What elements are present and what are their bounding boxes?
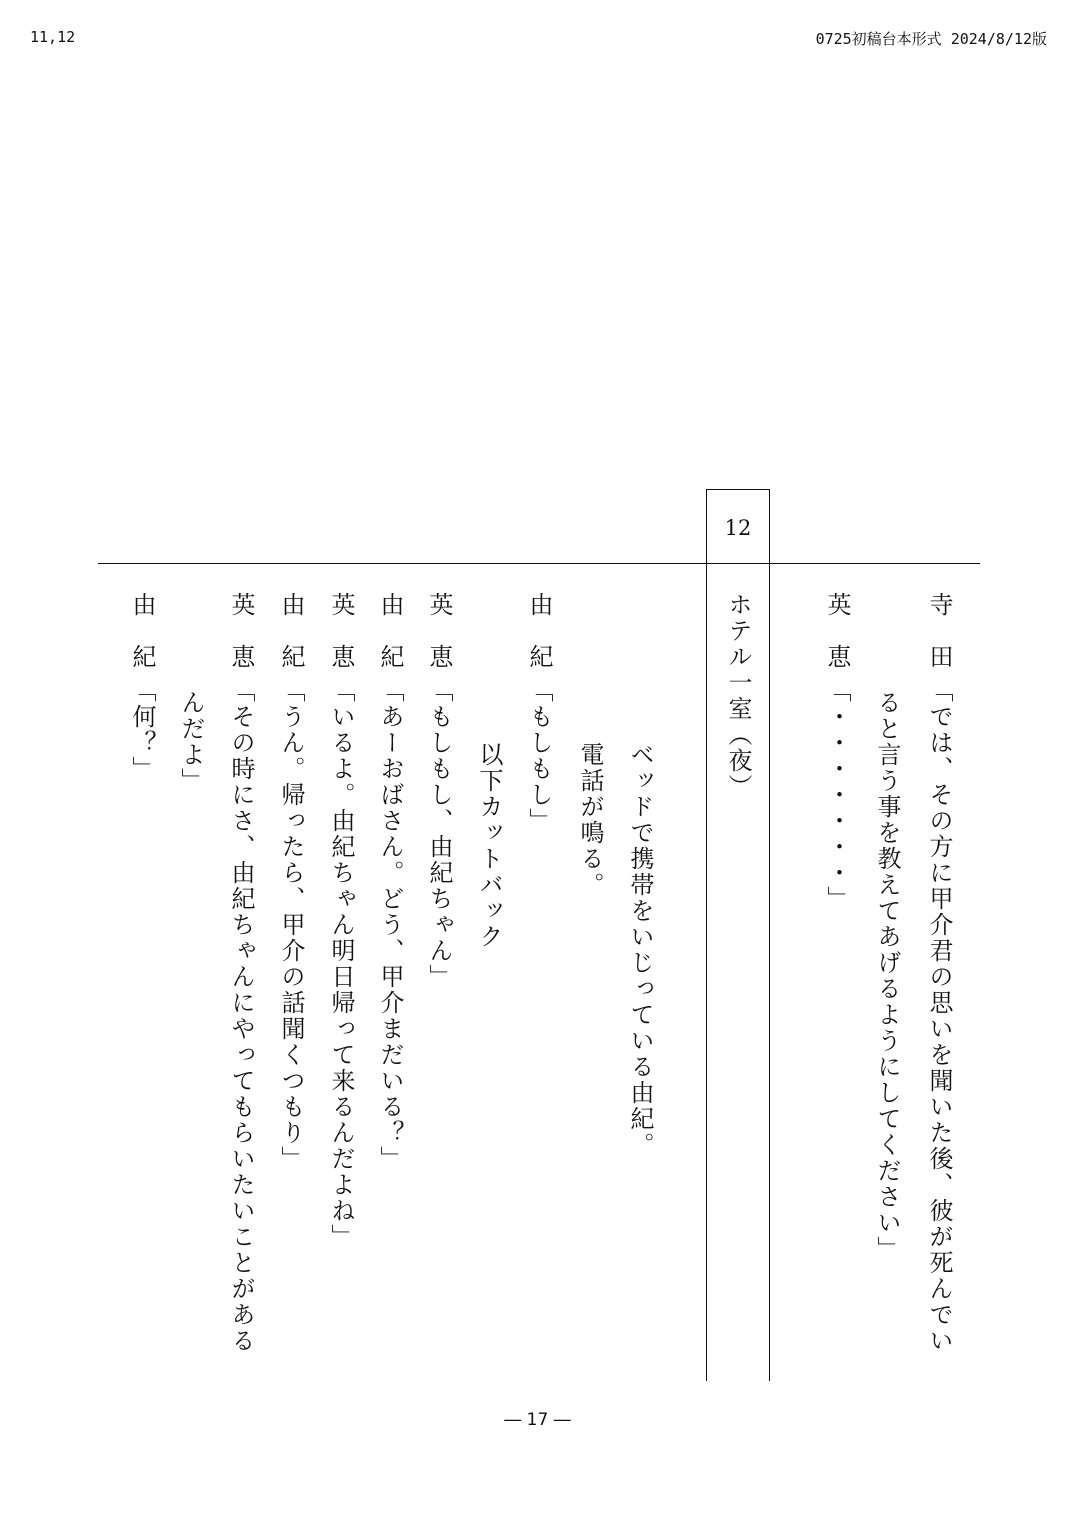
stage-direction: 電話が鳴る。: [576, 742, 604, 898]
speaker-name: 寺 田: [925, 592, 953, 670]
speaker-name: 英 恵: [823, 592, 851, 670]
speaker-name: 由 紀: [376, 592, 404, 670]
page-number: ― 17 ―: [504, 1410, 571, 1430]
stage-direction: ベッドで携帯をいじっている由紀。: [626, 742, 654, 1158]
scene-heading: ホテル一室（夜）: [724, 592, 752, 800]
dialogue-line: 「もしもし、由紀ちゃん」: [425, 678, 453, 990]
header-scene-range: 11,12: [30, 28, 76, 46]
dialogue-line: 「いるよ。由紀ちゃん明日帰って来るんだよね」: [327, 678, 355, 1250]
dialogue-line: 「もしもし」: [525, 678, 553, 834]
dialogue-line: 「うん。帰ったら、甲介の話聞くつもり」: [277, 678, 305, 1172]
dialogue-line: 「・・・・・・・」: [823, 678, 851, 912]
speaker-name: 由 紀: [525, 592, 553, 670]
dialogue-line: ると言う事を教えてあげるようにしてください」: [873, 690, 901, 1262]
speaker-name: 由 紀: [277, 592, 305, 670]
scene-box-top-border: [706, 489, 770, 490]
scene-number: 12: [724, 516, 752, 540]
header-document-version: 0725初稿台本形式 2024/8/12版: [815, 30, 1047, 48]
dialogue-line: んだよ」: [177, 690, 205, 794]
stage-direction: 以下カットバック: [475, 742, 503, 950]
speaker-name: 英 恵: [327, 592, 355, 670]
dialogue-line: 「では、その方に甲介君の思いを聞いた後、彼が死んでい: [925, 678, 953, 1354]
scene-box-right-border: [769, 489, 770, 1381]
dialogue-line: 「あーおばさん。どう、甲介まだいる？」: [376, 678, 404, 1172]
horizontal-rule: [98, 563, 980, 564]
dialogue-line: 「その時にさ、由紀ちゃんにやってもらいたいことがある: [227, 678, 255, 1354]
speaker-name: 英 恵: [227, 592, 255, 670]
speaker-name: 英 恵: [425, 592, 453, 670]
scene-box-left-border: [706, 489, 707, 1381]
speaker-name: 由 紀: [128, 592, 156, 670]
dialogue-line: 「何？」: [128, 678, 156, 782]
